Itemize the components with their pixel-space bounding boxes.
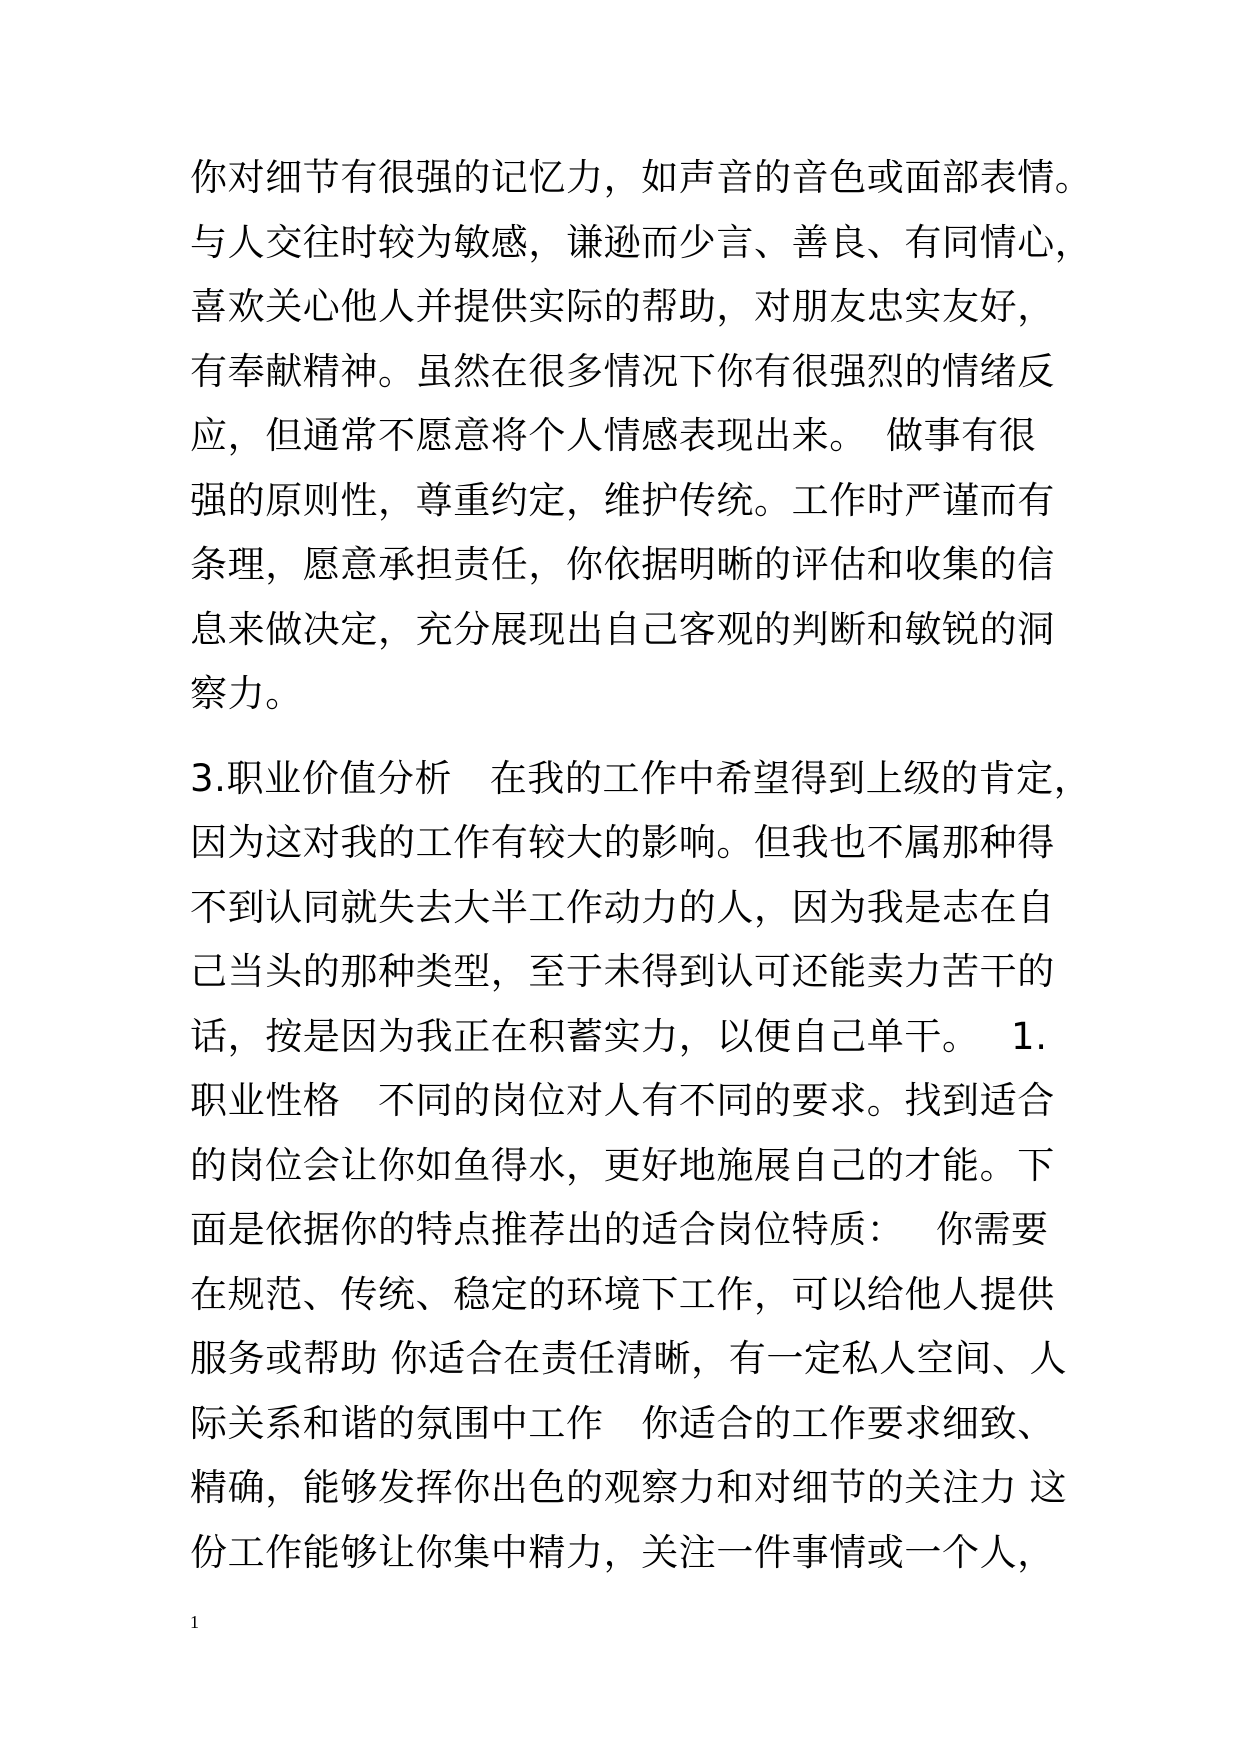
text-line: 际关系和谐的氛围中工作 你适合的工作要求细致、 xyxy=(190,1401,1055,1445)
text-line: 息来做决定，充分展现出自己客观的判断和敏锐的洞 xyxy=(190,607,1055,651)
text-line: 份工作能够让你集中精力，关注一件事情或一个人， xyxy=(190,1530,1055,1574)
paragraph-career-values xyxy=(190,747,1092,1586)
text-line: 因为这对我的工作有较大的影响。但我也不属那种得 xyxy=(190,821,1055,864)
text-line: 己当头的那种类型，至于未得到认可还能卖力苦干的 xyxy=(190,950,1055,993)
text-line: 3.职业价值分析 在我的工作中希望得到上级的肯定， xyxy=(190,756,1092,800)
text-line: 职业性格 不同的岗位对人有不同的要求。找到适合 xyxy=(190,1079,1055,1122)
text-line: 有奉献精神。虽然在很多情况下你有很强烈的情绪反 xyxy=(190,349,1055,393)
text-line: 在规范、传统、稳定的环境下工作，可以给他人提供 xyxy=(190,1272,1055,1316)
text-line: 强的原则性，尊重约定，维护传统。工作时严谨而有 xyxy=(190,478,1055,522)
text-line: 应，但通常不愿意将个人情感表现出来。 做事有很 xyxy=(190,414,1037,457)
text-line: 话，按是因为我正在积蓄实力，以便自己单干。 1. xyxy=(190,1014,1048,1058)
text-line: 与人交往时较为敏感，谦逊而少言、善良、有同情心， xyxy=(190,220,1093,264)
text-line: 面是依据你的特点推荐出的适合岗位特质： 你需要 xyxy=(190,1208,1049,1251)
text-line: 精确，能够发挥你出色的观察力和对细节的关注力 这 xyxy=(190,1466,1068,1509)
text-line: 喜欢关心他人并提供实际的帮助，对朋友忠实友好， xyxy=(190,285,1055,328)
paragraph-personality xyxy=(190,146,1093,727)
text-line: 察力。 xyxy=(190,672,303,715)
page-number: 1 xyxy=(190,1612,199,1632)
text-line: 服务或帮助 你适合在责任清晰，有一定私人空间、人 xyxy=(190,1337,1068,1380)
paragraph-spacer xyxy=(190,727,1070,747)
text-line: 条理，愿意承担责任，你依据明晰的评估和收集的信 xyxy=(190,543,1055,586)
body-text xyxy=(190,146,1093,1585)
text-line: 不到认同就失去大半工作动力的人，因为我是志在自 xyxy=(190,885,1055,929)
text-line: 的岗位会让你如鱼得水，更好地施展自己的才能。下 xyxy=(190,1143,1055,1187)
text-line: 你对细节有很强的记忆力，如声音的音色或面部表情。 xyxy=(190,156,1093,199)
